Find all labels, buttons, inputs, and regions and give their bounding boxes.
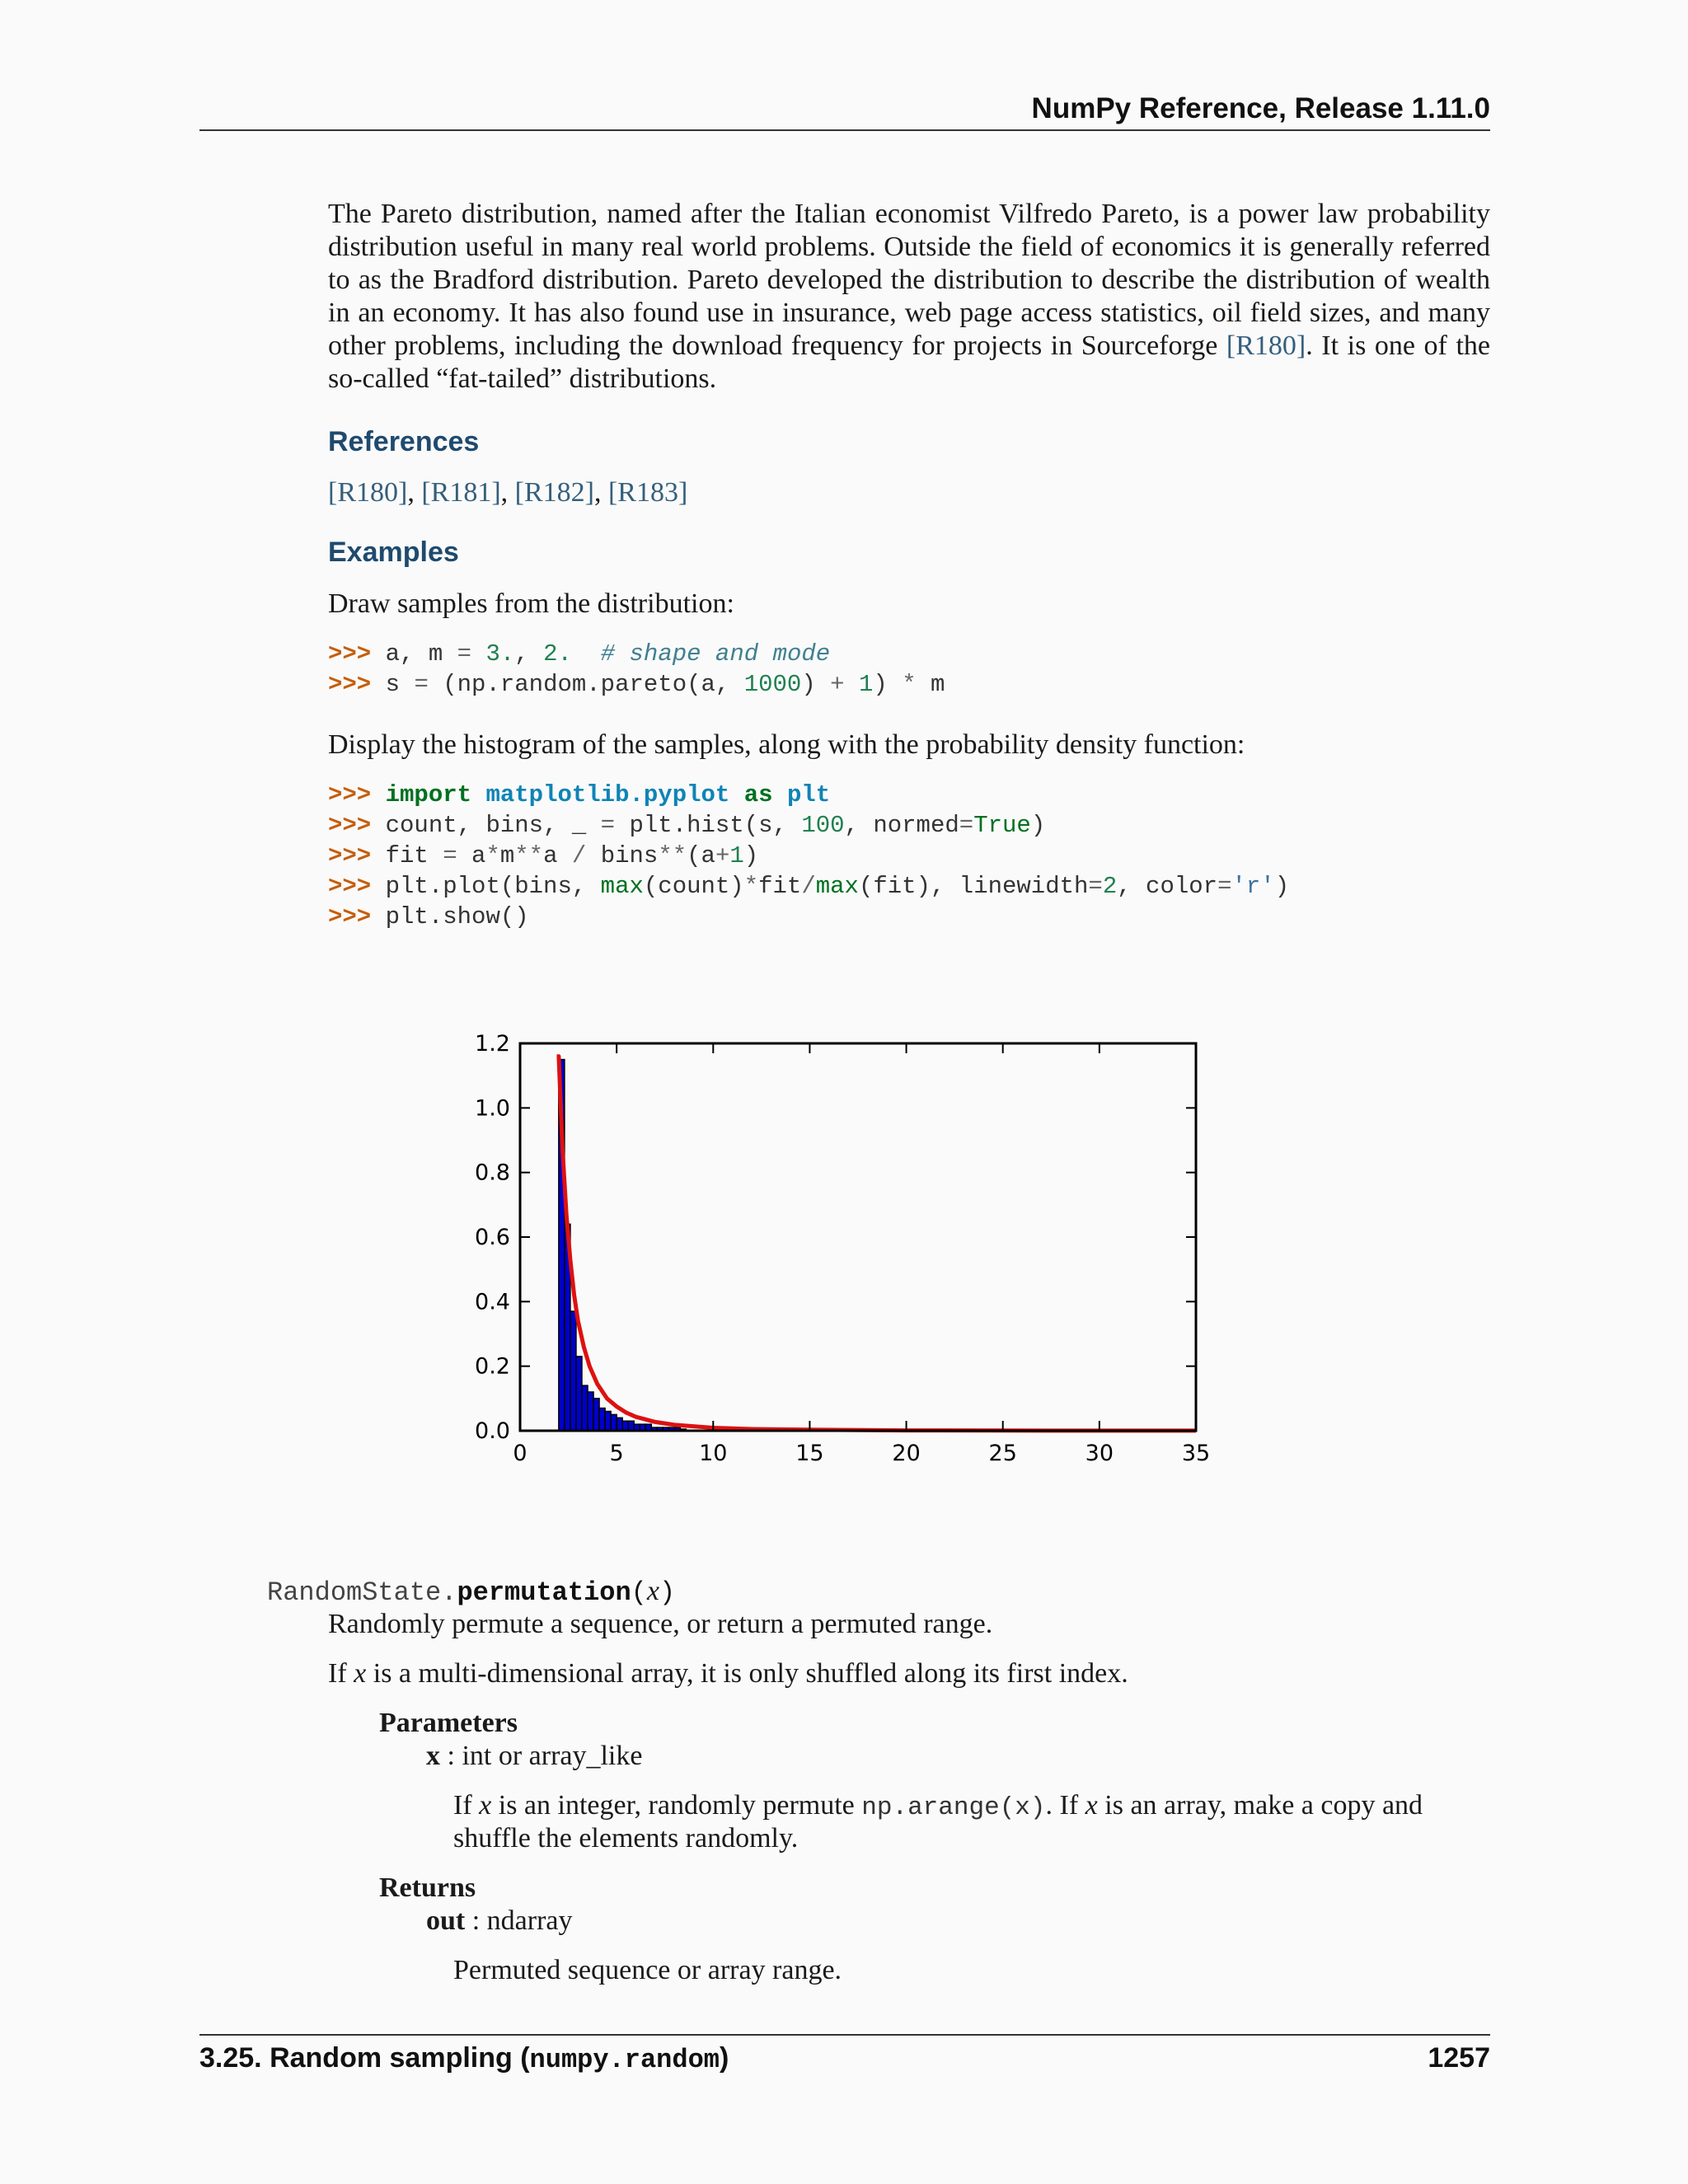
pdf-curve-group (557, 1057, 1197, 1431)
footer-rule (199, 2034, 1490, 2036)
param-desc-text-3: . If (1045, 1790, 1085, 1821)
ref-link-2[interactable]: [R181] (421, 477, 501, 508)
examples-display-text: Display the histogram of the samples, along with the probability density function: (328, 729, 1245, 760)
pdf-curve-line (557, 1057, 1197, 1431)
histogram-bar (582, 1385, 588, 1431)
histogram-bar (617, 1418, 622, 1431)
header-rule (199, 129, 1490, 131)
pareto-histogram-chart (452, 1015, 1226, 1477)
histogram-bar (605, 1412, 611, 1432)
ref-link-3[interactable]: [R182] (514, 477, 594, 508)
return-desc: Permuted sequence or array range. (453, 1955, 842, 1985)
references-list: [R180], [R181], [R182], [R183] (328, 477, 688, 508)
references-heading: References (328, 426, 480, 457)
footer-section-text: 3.25. Random sampling ( (199, 2042, 530, 2074)
y-tick-label: 1.0 (475, 1095, 510, 1122)
histogram-bar (628, 1421, 634, 1431)
note-text-2: is a multi-dimensional array, it is only shuffled along its first index. (366, 1658, 1128, 1689)
y-tick-label: 0.4 (475, 1289, 510, 1315)
intro-text-1: The Pareto distribution, named after the Italian economist Vilfredo Pareto, is a power law probability distribution useful in many real world problems. Outside the field of economics it is generally referred to as the Bradford distribution. Pareto developed the distribution to describe the distribution of wealth in an economy. It has also found use in insurance, web page access statistics, oil field sizes, and many other problems, including the download frequency for projects in Sourceforge (328, 199, 1490, 361)
sig-paren-open: ( (631, 1577, 647, 1608)
x-tick-label: 30 (1085, 1441, 1114, 1466)
param-desc-text-4: is an array, make a copy and (1097, 1790, 1423, 1821)
footer-section-title (199, 2042, 729, 2075)
histogram-bar (622, 1421, 628, 1431)
x-tick-label: 25 (988, 1441, 1017, 1466)
histogram-bar (576, 1357, 582, 1431)
plot-frame (520, 1043, 1196, 1431)
y-tick-label: 0.6 (475, 1225, 510, 1250)
histogram-bar (588, 1392, 593, 1431)
param-desc-var-1: x (479, 1790, 492, 1821)
x-tick-label: 15 (795, 1441, 824, 1466)
histogram-bar (570, 1311, 576, 1431)
intro-text-2: . It is one of the so-called “fat-tailed” distributions. (328, 330, 1490, 394)
ref-link-4[interactable]: [R183] (607, 477, 688, 508)
param-desc-var-2: x (1085, 1790, 1098, 1821)
histogram-bar (593, 1399, 599, 1431)
x-tick-label: 10 (699, 1441, 728, 1466)
code-block-sampling: >>> a, m = 3., 2. # shape and mode >>> s = (np.random.pareto(a, 1000) + 1) * m (328, 640, 945, 698)
parameters-heading: Parameters (379, 1708, 518, 1738)
param-desc-line1 (453, 1789, 1423, 1825)
ref-link-1[interactable]: [R180] (328, 477, 408, 508)
code-block-plot: >>> import matplotlib.pyplot as plt >>> count, bins, _ = plt.hist(s, 100, normed=True) >>> fit = a*m**a / bins**(a+1) >>> plt.plot(bins, max(count)*fit/max(fit), linewidth=2, color='r') >>> plt.show() (328, 781, 1290, 930)
ref-link-r180[interactable]: [R180] (1226, 330, 1306, 361)
footer-page-number: 1257 (1428, 2042, 1490, 2074)
note-var: x (354, 1658, 367, 1689)
param-desc-code: np.arange(x) (861, 1793, 1046, 1822)
footer-section-code: numpy.random (529, 2045, 720, 2075)
x-tick-label: 0 (513, 1441, 528, 1466)
histogram-bars (559, 1060, 687, 1431)
y-tick-label: 0.8 (475, 1160, 510, 1186)
x-tick-label: 35 (1181, 1441, 1211, 1466)
y-tick-label: 0.0 (475, 1418, 510, 1444)
param-x (426, 1740, 642, 1773)
intro-paragraph (328, 198, 1490, 396)
param-desc-text-2: is an integer, randomly permute (491, 1790, 862, 1821)
sig-function-name: permutation (457, 1577, 631, 1608)
examples-draw-text: Draw samples from the distribution: (328, 588, 734, 619)
note-text-1: If (328, 1658, 354, 1689)
permutation-note (328, 1657, 1128, 1690)
permutation-summary: Randomly permute a sequence, or return a permuted range. (328, 1609, 993, 1639)
histogram-bar (611, 1414, 617, 1431)
x-tick-label: 5 (609, 1441, 624, 1466)
param-desc-text-1: If (453, 1790, 480, 1821)
returns-heading: Returns (379, 1872, 476, 1903)
param-type: : int or array_like (440, 1741, 643, 1771)
return-name: out (426, 1905, 466, 1936)
histogram-bar (599, 1408, 605, 1431)
return-out (426, 1905, 573, 1938)
param-desc-line2: shuffle the elements randomly. (453, 1823, 799, 1854)
examples-heading: Examples (328, 537, 459, 568)
footer-section-close: ) (719, 2042, 729, 2074)
page-header: NumPy Reference, Release 1.11.0 (1031, 92, 1490, 124)
y-tick-label: 1.2 (475, 1031, 510, 1057)
sig-paren-close: ) (659, 1577, 676, 1608)
return-type: : ndarray (465, 1905, 573, 1936)
sig-arg: x (646, 1576, 659, 1606)
permutation-signature (267, 1576, 675, 1608)
param-name: x (426, 1741, 440, 1771)
y-tick-label: 0.2 (475, 1353, 510, 1380)
x-tick-label: 20 (892, 1441, 921, 1466)
sig-class: RandomState. (267, 1577, 457, 1608)
